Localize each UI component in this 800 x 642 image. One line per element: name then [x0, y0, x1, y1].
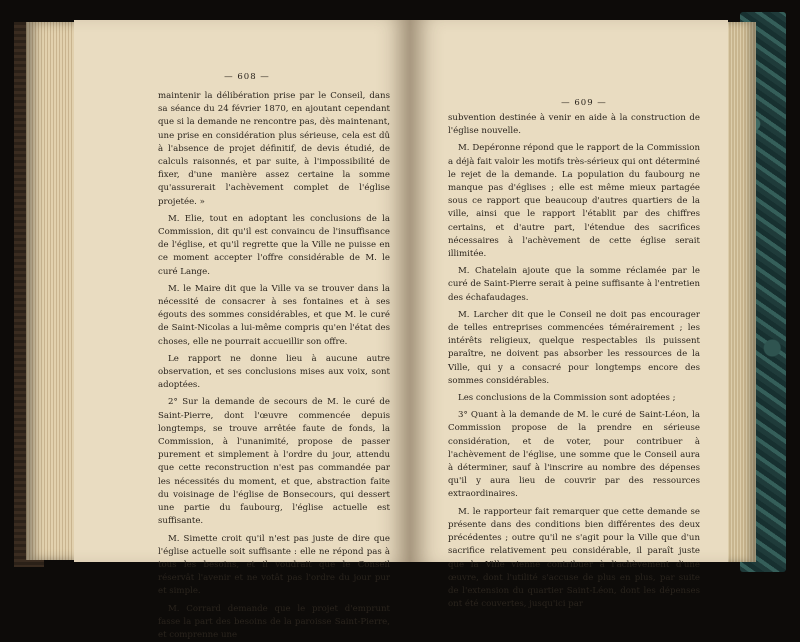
left-page	[74, 20, 410, 640]
paragraph: M. Simette croit qu'il n'est pas juste de dire que l'église actuelle soit suffisante : elle ne répond pas à tous les besoins, et il voudrait que le Conseil réservât l'avenir et ne votât pas l'ordre du jour pur et simple.	[158, 533, 390, 597]
paragraph: 2° Sur la demande de secours de M. le curé de Saint-Pierre, dont l'œuvre commencée depuis longtemps, se trouve arrêtée faute de fonds, la Commission, à l'unanimité, propose de passer purement et simplement à l'ordre du jour, attendu que cette reconstruction n'est pas commandée par les nécessités du moment, et que, abstraction faite du voisinage de l'église de Bonsecours, qui dessert une partie du faubourg, l'église actuelle est suffisante.	[158, 397, 390, 527]
paragraph: Le rapport ne donne lieu à aucune autre observation, et ses conclusions mises aux voix, sont adoptées.	[158, 353, 390, 391]
paragraph: M. le rapporteur fait remarquer que cette demande se présente dans des conditions bien différentes des deux précédentes ; outre qu'il ne s'agit pour la Ville que d'un sacrifice relativement peu considérable, il paraît juste que la Ville vienne contribuer à l'achèvement d'une œuvre, dont l'utilité s'accuse de plus en plus, par suite de l'extension du quartier Saint-Léon, dont les dépenses ont été couvertes, jusqu'ici par	[448, 506, 700, 610]
page-number: — 608 —	[224, 72, 270, 82]
page-number: — 609 —	[561, 98, 607, 108]
page-body	[448, 112, 700, 611]
paragraph: M. Chatelain ajoute que la somme réclamée par le curé de Saint-Pierre serait à peine suffisante à l'entretien des échafaudages.	[448, 266, 700, 303]
paragraph: 3° Quant à la demande de M. le curé de Saint-Léon, la Commission propose de la prendre en sérieuse considération, et de voter, pour contribuer à l'achèvement de l'église, une somme que le Conseil aura à déterminer, sauf à l'inscrire au nombre des dépenses qu'il y aura lieu de couvrir par des ressources extraordinaires.	[448, 410, 700, 500]
page-body	[158, 90, 390, 642]
left-page-edges	[26, 22, 76, 560]
paragraph: M. le Maire dit que la Ville va se trouver dans la nécessité de consacrer à ses fontaines et à ses égouts des sommes considérables, et que M. le curé de Saint-Nicolas a lui-même compris qu'en l'état des choses, elle ne pourrait accueillir son offre.	[158, 283, 390, 347]
paragraph: maintenir la délibération prise par le Conseil, dans sa séance du 24 février 1870, en ajoutant cependant que si la demande ne rencontre pas, dès maintenant, une prise en considération plus sérieuse, cela est dû à l'absence de projet définitif, de devis étudié, de calculs raisonnés, et par suite, à l'impossibilité de fixer, d'une manière assez certaine la somme qu'assurerait l'achèvement complet de l'église projetée. »	[158, 91, 390, 207]
right-page	[410, 20, 728, 610]
paragraph: M. Corrard demande que le projet d'emprunt fasse la part des besoins de la paroisse Saint-Pierre, et comprenne une	[158, 603, 390, 640]
paragraph: M. Depéronne répond que le rapport de la Commission a déjà fait valoir les motifs très-sérieux qui ont déterminé le rejet de la demande. La population du faubourg ne manque pas d'églises ; elle est même mieux partagée sous ce rapport que beaucoup d'autres quartiers de la ville, ainsi que le rapport l'établit par des chiffres certains, et d'autre part, l'étendue des sacrifices nécessaires à l'achèvement de cette église serait illimitée.	[448, 143, 700, 260]
paragraph: Les conclusions de la Commission sont adoptées ;	[458, 393, 676, 404]
paragraph: subvention destinée à venir en aide à la construction de l'église nouvelle.	[448, 113, 700, 137]
paragraph: M. Elie, tout en adoptant les conclusions de la Commission, dit qu'il est convaincu de l'insuffisance de l'église, et qu'il regrette que la Ville ne puisse en ce moment accepter l'offre considérable de M. le curé Lange.	[158, 213, 390, 277]
paragraph: M. Larcher dit que le Conseil ne doit pas encourager de telles entreprises commencées témérairement ; les intérêts religieux, quelque respectables ils puissent paraître, ne doivent pas absorber les ressources de la Ville, qui y a consacré pour longtemps encore des sommes considérables.	[448, 309, 700, 386]
